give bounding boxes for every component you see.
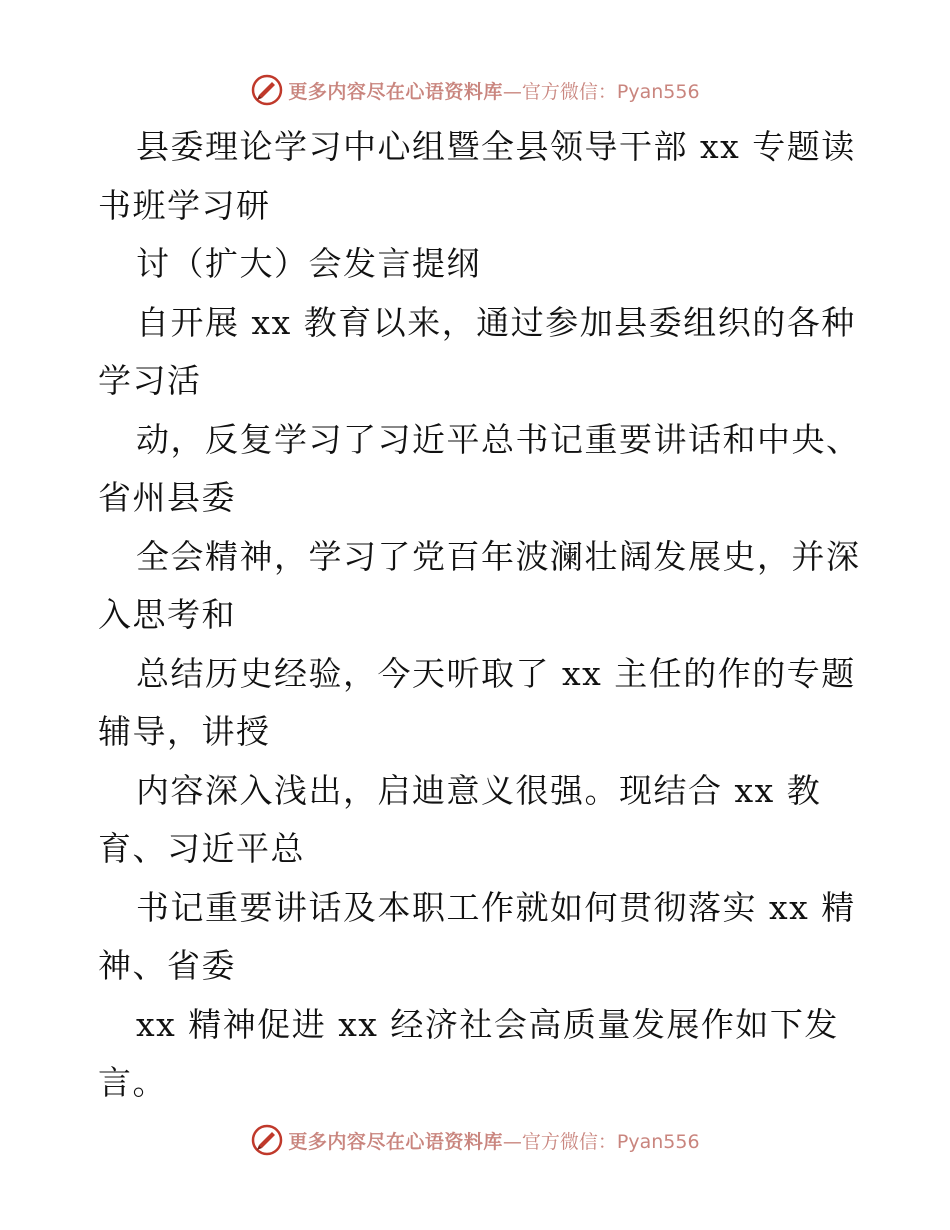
watermark-main-text: 更多内容尽在心语资料库 [288,80,503,103]
paragraph-line: 讨（扩大）会发言提纲 [136,244,481,283]
paragraph-line: 书记重要讲话及本职工作就如何贯彻落实 xx 精 [136,887,856,927]
paragraph-line: 言。 [98,1063,167,1102]
paragraph-line: 内容深入浅出，启迪意义很强。现结合 xx 教 [136,770,822,810]
paragraph-line: 学习活 [98,361,202,400]
pen-logo-icon [250,73,284,107]
paragraph-line: 省州县委 [98,478,236,517]
paragraph-line: 辅导，讲授 [98,712,271,751]
footer-watermark [0,1120,950,1160]
paragraph-line: 全会精神，学习了党百年波澜壮阔发展史，并深 [136,536,861,576]
document-body [98,118,861,1113]
paragraph-line: 自开展 xx 教育以来，通过参加县委组织的各种 [136,302,856,342]
paragraph-line: 县委理论学习中心组暨全县领导干部 xx 专题读 [136,127,856,166]
watermark-main-text: 更多内容尽在心语资料库 [288,1130,503,1153]
header-watermark [0,70,950,110]
paragraph-line: 书班学习研 [98,185,271,225]
watermark-wechat-text: —官方微信：Pyan556 [502,1130,700,1153]
paragraph-line: xx 精神促进 xx 经济社会高质量发展作如下发 [136,1004,839,1044]
watermark-wechat-text: —官方微信：Pyan556 [502,80,700,103]
paragraph-line: 动，反复学习了习近平总书记重要讲话和中央、 [136,419,861,459]
paragraph-line: 入思考和 [98,595,236,634]
paragraph-line: 育、习近平总 [98,829,305,868]
paragraph-line: 神、省委 [98,946,236,985]
pen-logo-icon [250,1123,284,1157]
paragraph-line: 总结历史经验，今天听取了 xx 主任的作的专题 [136,653,856,693]
